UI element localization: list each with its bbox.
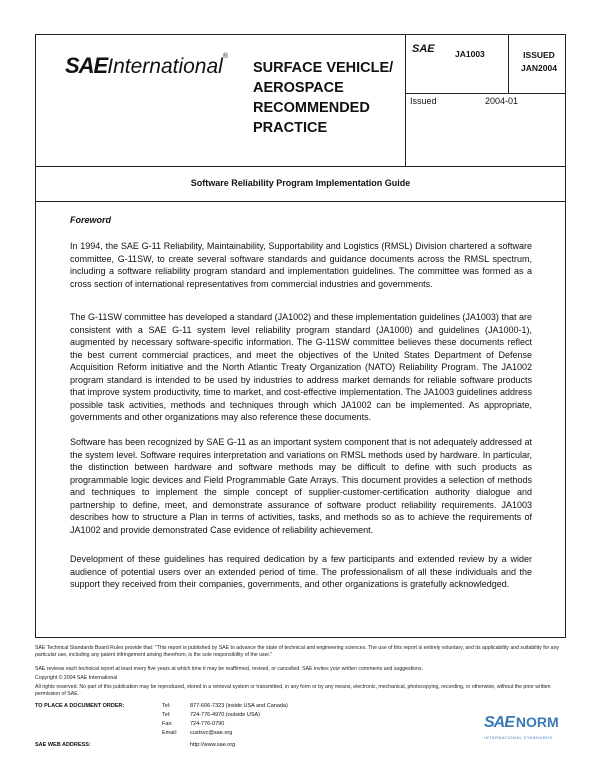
header-divider — [35, 166, 566, 167]
contact-value: 724-776-4970 (outside USA) — [190, 712, 261, 718]
contact-email-link[interactable]: custsvc@sae.org — [190, 730, 233, 736]
contact-value: 724-776-0790 — [190, 721, 225, 727]
rules-text: SAE Technical Standards Board Rules provide that: "This report is published by SAE to advance the state of technical and engineering sciences. The use of this report is entirely voluntary, and its applicability and suitability for any particular use, including any patent infringement arising therefrom, is the sole responsibility of the user." — [35, 645, 560, 658]
issued-label: ISSUED — [523, 50, 555, 60]
foreword-heading: Foreword — [70, 215, 112, 225]
issued-row-label: Issued — [410, 96, 437, 106]
contact-key: Email: — [162, 730, 178, 736]
header-divider — [405, 93, 566, 94]
document-type: SURFACE VEHICLE/ AEROSPACE RECOMMENDED PRACTICE — [253, 60, 394, 136]
title-divider — [35, 201, 566, 202]
header-divider — [405, 34, 406, 93]
contact-key: Tel: — [162, 712, 171, 718]
contact-value: 877-606-7323 (inside USA and Canada) — [190, 703, 288, 709]
issued-row-value: 2004-01 — [485, 96, 519, 106]
logo-trademark: ® — [222, 53, 229, 60]
document-title: Software Reliability Program Implementation Guide — [190, 178, 411, 188]
logo-international-text: International — [107, 55, 223, 78]
header-divider — [508, 34, 509, 93]
foreword-paragraph: Development of these guidelines has required dedication by a few participants and extended review by a wider audience of potential users over an extended period of time. The professionalism of all these individuals and the support they received from their companies, governments, and other organizations is gratefully acknowledged. — [70, 554, 532, 589]
badge-norm-text: NORM — [515, 714, 559, 730]
foreword-paragraph: Software has been recognized by SAE G-11 as an important system component that is not adequately addressed at the system level. Software requires interpretation and variations on RMSL methods used by hardware. In particular, the distinction between hardware and software methods may be difficult to define with such products as programmable logic devices and Field Programmable Gate Arrays. This document provides a selection of methods and techniques to implement the simple concept of supplier-customer-certification authority dialogue and partnership to define, meet, and demonstrate assurance of software product reliability requirements. JA1003 describes how to structure a Plan in terms of activities, tasks, and methods so as to achieve the requirements of JA1002 and provide demonstrated Case evidence of reliability achievement. — [70, 437, 532, 535]
contact-key: Tel: — [162, 703, 171, 709]
copyright-text: Copyright © 2004 SAE International — [35, 675, 118, 681]
sae-international-logo — [65, 53, 228, 79]
contact-key: Fax: — [162, 721, 173, 727]
sae-norm-badge — [484, 714, 559, 732]
rights-text: All rights reserved. No part of this publication may be reproduced, stored in a retrieval system or transmitted, in any form or by any means, electronic, mechanical, photocopying, recording, or otherwise, without the prior written permission of SAE. — [35, 684, 551, 697]
order-label: TO PLACE A DOCUMENT ORDER: — [35, 703, 125, 709]
issued-badge — [514, 49, 564, 75]
header-divider — [405, 93, 406, 166]
badge-sae-text: SAE — [484, 714, 514, 731]
document-number: JA1003 — [455, 49, 485, 59]
sae-mini-logo: SAE — [412, 43, 435, 55]
web-address-link[interactable]: http://www.sae.org — [190, 742, 236, 748]
logo-sae-text: SAE — [65, 53, 108, 78]
badge-subtitle: INTERNATIONAL STANDARDS — [484, 735, 553, 740]
foreword-paragraph: The G-11SW committee has developed a standard (JA1002) and these implementation guidelines (JA1003) that are consistent with a SAE G-11 system level reliability program standard (JA1000) and guidelines (JA1000-1), augmented by necessary software-specific information. The G-11SW committee believes these documents reflect the best current commercial practices, and meet the objectives of the United States Department of Defense Acquisition Reform initiative and the North Atlantic Treaty Organization (NATO) Reliability Program. The JA1002 program standard is intended to be used by industries to address market demands for reliable software products that improve system productivity, time to market, and cost-effective implementation. The JA1003 guidelines address possible task activities, methods and techniques through which JA1002 can be implemented. As appropriate, governments and other organizations may also reference these documents. — [70, 312, 532, 422]
issued-code: JAN2004 — [521, 63, 557, 73]
review-text: SAE reviews each technical report at least every five years at which time it may be reaffirmed, revised, or cancelled. SAE invites your written comments and suggestions. — [35, 666, 423, 672]
foreword-paragraph: In 1994, the SAE G-11 Reliability, Maintainability, Supportability and Logistics (RMSL) Division chartered a software committee, G-11SW, to create several software standards and guidance documents across the RMSL spectrum, including a software reliability program standard and implementation guidelines. The committee was formed as a cross section of international representatives from commercial industries and governments. — [70, 241, 532, 289]
web-label: SAE WEB ADDRESS: — [35, 742, 91, 748]
